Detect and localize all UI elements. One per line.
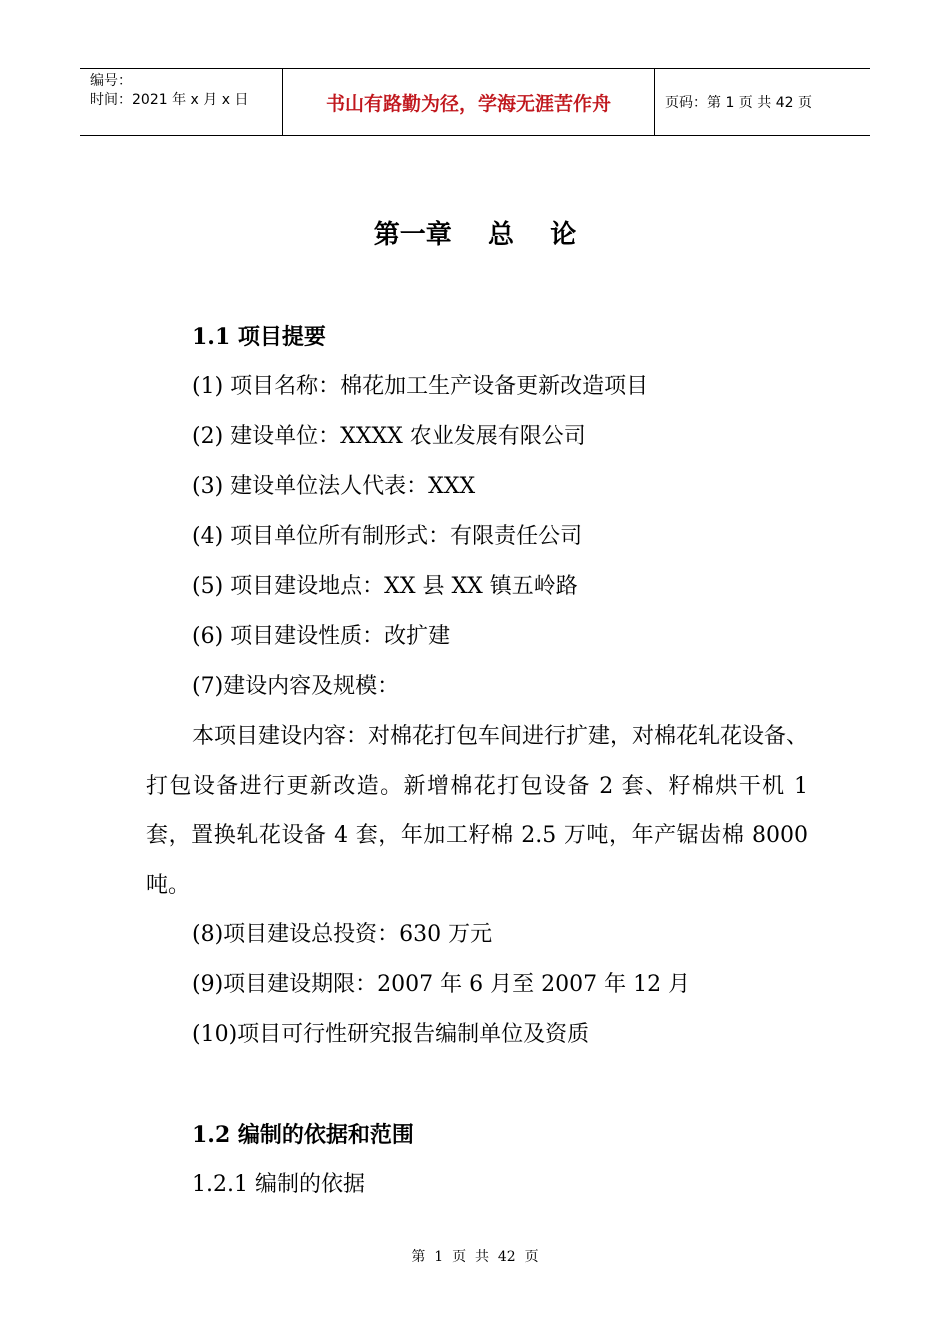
subsection-heading-1-2-1: 1.2.1 编制的依据 (192, 1172, 365, 1198)
header-page-label: 页码：第 1 页 共 42 页 (665, 95, 812, 111)
list-item: (7)建设内容及规模： (192, 674, 400, 699)
list-item: (2) 建设单位：XXXX 农业发展有限公司 (192, 424, 586, 449)
list-item: (9)项目建设期限：2007 年 6 月至 2007 年 12 月 (192, 972, 691, 998)
list-item: (5) 项目建设地点：XX 县 XX 镇五岭路 (192, 574, 578, 599)
list-item: (1) 项目名称：棉花加工生产设备更新改造项目 (192, 374, 649, 399)
page-header-table (80, 68, 870, 136)
chapter-title: 第一章 总 论 (373, 220, 577, 250)
construction-content-paragraph: 本项目建设内容：对棉花打包车间进行扩建，对棉花轧花设备、打包设备进行更新改造。新增棉花打包设备 2 套、籽棉烘干机 1 套，置换轧花设备 4 套，年加工籽棉 2.5 万吨，年产锯齿棉 8000 吨。 (146, 724, 809, 898)
list-item: (6) 项目建设性质：改扩建 (192, 624, 451, 649)
section-heading-1-2: 1.2 编制的依据和范围 (192, 1122, 414, 1149)
document-number-label: 编号： (90, 73, 132, 89)
list-item: (10)项目可行性研究报告编制单位及资质 (192, 1022, 590, 1048)
header-motto: 书山有路勤为径，学海无涯苦作舟 (282, 69, 655, 135)
page-footer: 第 1 页 共 42 页 (411, 1249, 539, 1265)
document-time-label: 时间：2021 年 x 月 x 日 (90, 92, 249, 108)
header-left-cell (80, 69, 282, 135)
list-item: (3) 建设单位法人代表：XXX (192, 474, 476, 499)
list-item: (4) 项目单位所有制形式：有限责任公司 (192, 524, 583, 549)
section-spacer (146, 1060, 808, 1110)
list-item: (8)项目建设总投资：630 万元 (192, 922, 493, 948)
document-body (146, 312, 808, 1210)
section-heading-1-1: 1.1 项目提要 (192, 324, 326, 350)
